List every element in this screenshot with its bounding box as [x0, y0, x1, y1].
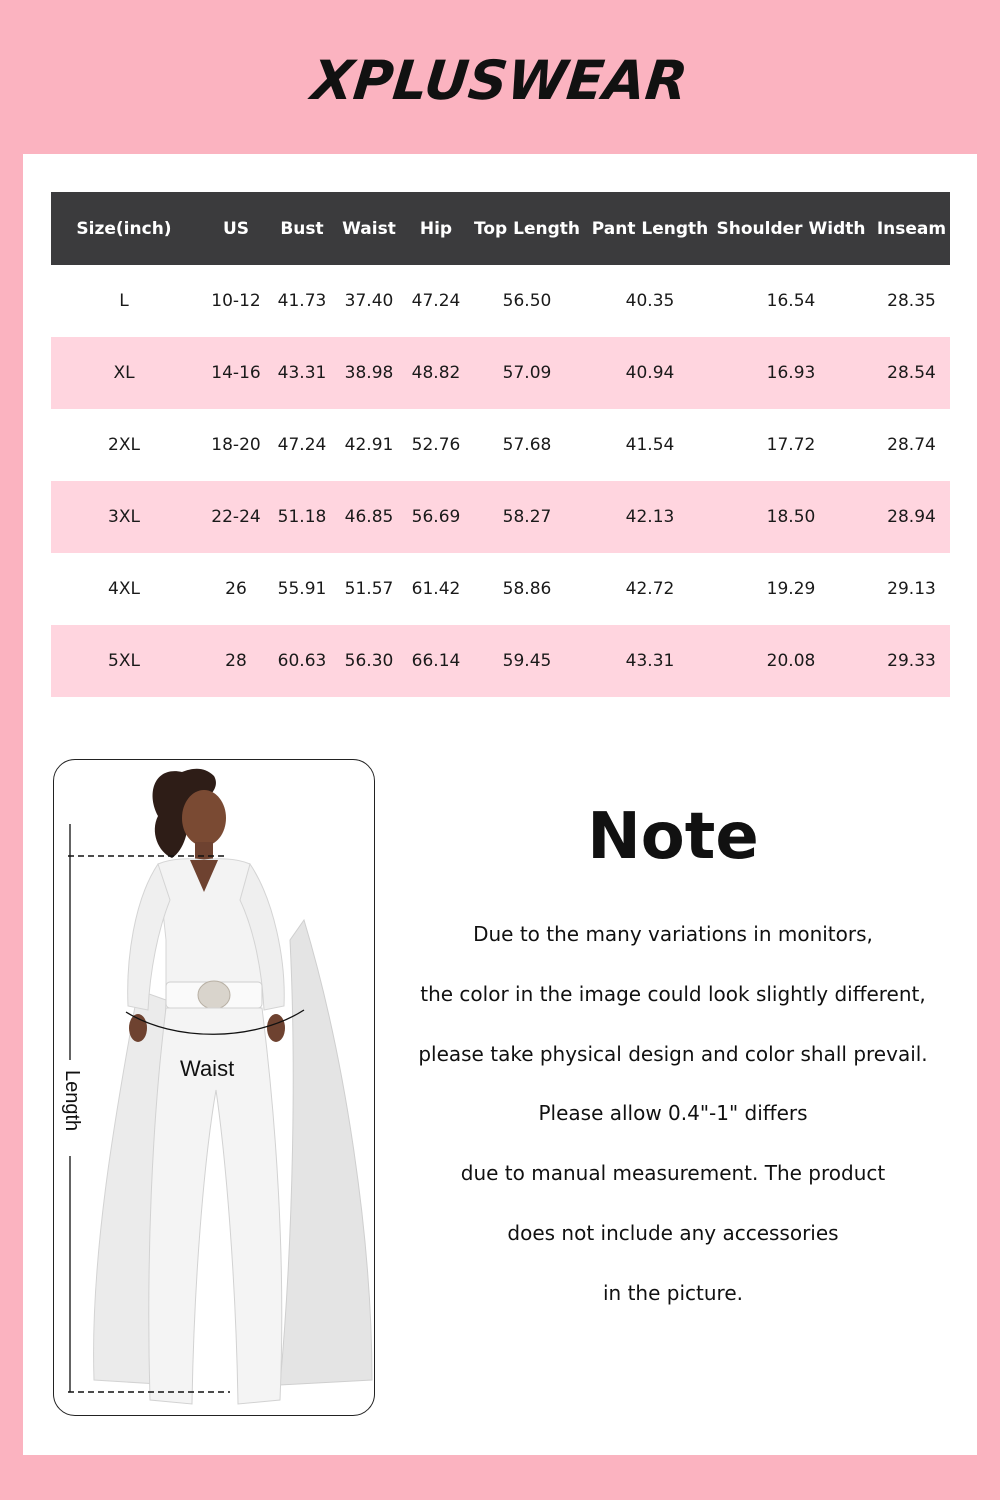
cell-us: 18-20: [211, 435, 261, 455]
note-line: in the picture.: [603, 1280, 743, 1305]
cell-size: XL: [113, 363, 135, 383]
model-measurement-diagram: [53, 759, 375, 1416]
cell-bust: 55.91: [277, 579, 327, 599]
cell-top-length: 59.45: [502, 651, 552, 671]
cell-hip: 47.24: [411, 291, 461, 311]
cell-hip: 56.69: [411, 507, 461, 527]
brand-logo: XPLUSWEAR: [309, 48, 691, 112]
cell-size: 4XL: [108, 579, 140, 599]
table-row: [51, 553, 950, 625]
cell-inseam: 28.35: [887, 291, 936, 311]
header-pant-length: Pant Length: [591, 218, 709, 239]
cell-inseam: 29.13: [887, 579, 936, 599]
cell-shoulder-width: 19.29: [766, 579, 816, 599]
cell-hip: 66.14: [411, 651, 461, 671]
cell-size: L: [119, 291, 129, 311]
note-text: [396, 905, 950, 1324]
cell-size: 5XL: [108, 651, 140, 671]
cell-top-length: 56.50: [502, 291, 552, 311]
waist-label: Waist: [180, 1056, 235, 1081]
cell-waist: 37.40: [344, 291, 394, 311]
cell-pant-length: 40.35: [625, 291, 675, 311]
table-header: [51, 192, 950, 265]
cell-bust: 47.24: [277, 435, 327, 455]
note-line: does not include any accessories: [507, 1220, 839, 1245]
header-hip: Hip: [419, 218, 453, 239]
cell-bust: 41.73: [277, 291, 327, 311]
header-bust: Bust: [280, 218, 324, 239]
table-row: [51, 481, 950, 553]
brand-header: [0, 48, 1000, 112]
note-title: Note: [587, 800, 759, 874]
length-label: Length: [61, 1070, 83, 1132]
cell-inseam: 28.94: [887, 507, 936, 527]
cell-hip: 61.42: [411, 579, 461, 599]
cell-shoulder-width: 20.08: [766, 651, 816, 671]
header-us: US: [222, 218, 250, 239]
table-row: [51, 265, 950, 337]
cell-bust: 51.18: [277, 507, 327, 527]
cell-bust: 43.31: [277, 363, 327, 383]
header-shoulder-width: Shoulder Width: [716, 218, 866, 239]
header-top-length: Top Length: [474, 218, 580, 239]
header-inseam: Inseam: [876, 218, 947, 239]
note-line: Due to the many variations in monitors,: [473, 922, 873, 946]
note-line: the color in the image could look slightly different,: [420, 981, 926, 1006]
cell-size: 2XL: [108, 435, 140, 455]
cell-us: 22-24: [211, 507, 261, 527]
cell-waist: 42.91: [344, 435, 394, 455]
header-size: Size(inch): [76, 218, 172, 239]
size-chart-table: [51, 192, 950, 697]
cell-pant-length: 42.13: [625, 507, 675, 527]
cell-inseam: 28.54: [887, 363, 936, 383]
cell-shoulder-width: 18.50: [766, 507, 816, 527]
cell-pant-length: 41.54: [625, 435, 675, 455]
table-row: [51, 337, 950, 409]
cell-shoulder-width: 16.54: [766, 291, 816, 311]
cell-inseam: 28.74: [887, 435, 936, 455]
cell-waist: 56.30: [344, 651, 394, 671]
cell-pant-length: 42.72: [625, 579, 675, 599]
cell-inseam: 29.33: [887, 651, 936, 671]
cell-top-length: 57.68: [502, 435, 552, 455]
cell-hip: 52.76: [411, 435, 461, 455]
cell-waist: 46.85: [344, 507, 394, 527]
cell-top-length: 58.27: [502, 507, 552, 527]
cell-bust: 60.63: [277, 651, 327, 671]
cell-size: 3XL: [108, 507, 140, 527]
note-line: due to manual measurement. The product: [460, 1161, 886, 1186]
cell-us: 10-12: [211, 291, 261, 311]
cell-top-length: 57.09: [502, 363, 552, 383]
cell-us: 28: [225, 651, 247, 671]
cell-hip: 48.82: [411, 363, 461, 383]
cell-pant-length: 43.31: [625, 651, 675, 671]
table-row: [51, 409, 950, 481]
cell-shoulder-width: 16.93: [766, 363, 816, 383]
cell-waist: 51.57: [344, 579, 394, 599]
cell-us: 26: [225, 579, 247, 599]
cell-waist: 38.98: [344, 363, 394, 383]
cell-pant-length: 40.94: [625, 363, 675, 383]
cell-shoulder-width: 17.72: [766, 435, 816, 455]
model-illustration: [54, 760, 374, 1415]
header-waist: Waist: [342, 218, 396, 239]
note-line: please take physical design and color shall prevail.: [418, 1041, 928, 1066]
table-row: [51, 625, 950, 697]
cell-us: 14-16: [211, 363, 261, 383]
cell-top-length: 58.86: [502, 579, 552, 599]
note-line: Please allow 0.4"-1" differs: [538, 1101, 808, 1126]
